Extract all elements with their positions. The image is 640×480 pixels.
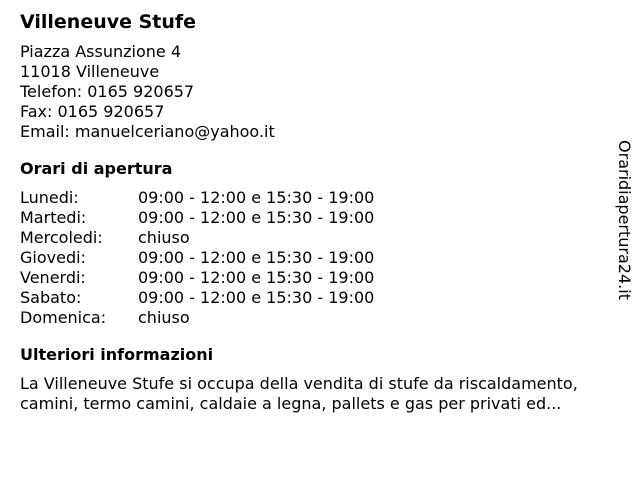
time-value: 09:00 - 12:00 e 15:30 - 19:00 — [138, 288, 375, 307]
time-value: 09:00 - 12:00 e 15:30 - 19:00 — [138, 188, 375, 207]
day-label: Mercoledi: — [20, 228, 103, 247]
time-value: 09:00 - 12:00 e 15:30 - 19:00 — [138, 248, 375, 267]
time-value: chiuso — [138, 228, 190, 247]
hours-row-saturday — [20, 288, 620, 308]
opening-hours-table — [20, 188, 620, 328]
day-label: Lunedi: — [20, 188, 79, 207]
business-name: Villeneuve Stufe — [20, 11, 197, 33]
hours-row-sunday — [20, 308, 620, 328]
city-address: 11018 Villeneuve — [20, 62, 160, 81]
day-label: Domenica: — [20, 308, 107, 327]
site-watermark: Oraridiapertura24.it — [615, 140, 634, 300]
more-info-heading: Ulteriori informazioni — [20, 345, 214, 364]
business-card — [20, 10, 620, 414]
street-address: Piazza Assunzione 4 — [20, 42, 182, 61]
day-label: Sabato: — [20, 288, 82, 307]
time-value: 09:00 - 12:00 e 15:30 - 19:00 — [138, 208, 375, 227]
hours-row-thursday — [20, 248, 620, 268]
phone-number: Telefon: 0165 920657 — [20, 82, 195, 101]
time-value: 09:00 - 12:00 e 15:30 - 19:00 — [138, 268, 375, 287]
hours-row-tuesday — [20, 208, 620, 228]
contact-block — [20, 42, 620, 142]
description-text: La Villeneuve Stufe si occupa della vendita di stufe da riscaldamento, camini, termo camini, caldaie a legna, pallets e gas per privati ed... — [20, 374, 578, 413]
hours-row-monday — [20, 188, 620, 208]
fax-number: Fax: 0165 920657 — [20, 102, 165, 121]
day-label: Venerdi: — [20, 268, 86, 287]
time-value: chiuso — [138, 308, 190, 327]
email-address: Email: manuelceriano@yahoo.it — [20, 122, 275, 141]
opening-hours-heading: Orari di apertura — [20, 159, 173, 178]
hours-row-friday — [20, 268, 620, 288]
day-label: Martedi: — [20, 208, 87, 227]
day-label: Giovedi: — [20, 248, 86, 267]
hours-row-wednesday — [20, 228, 620, 248]
